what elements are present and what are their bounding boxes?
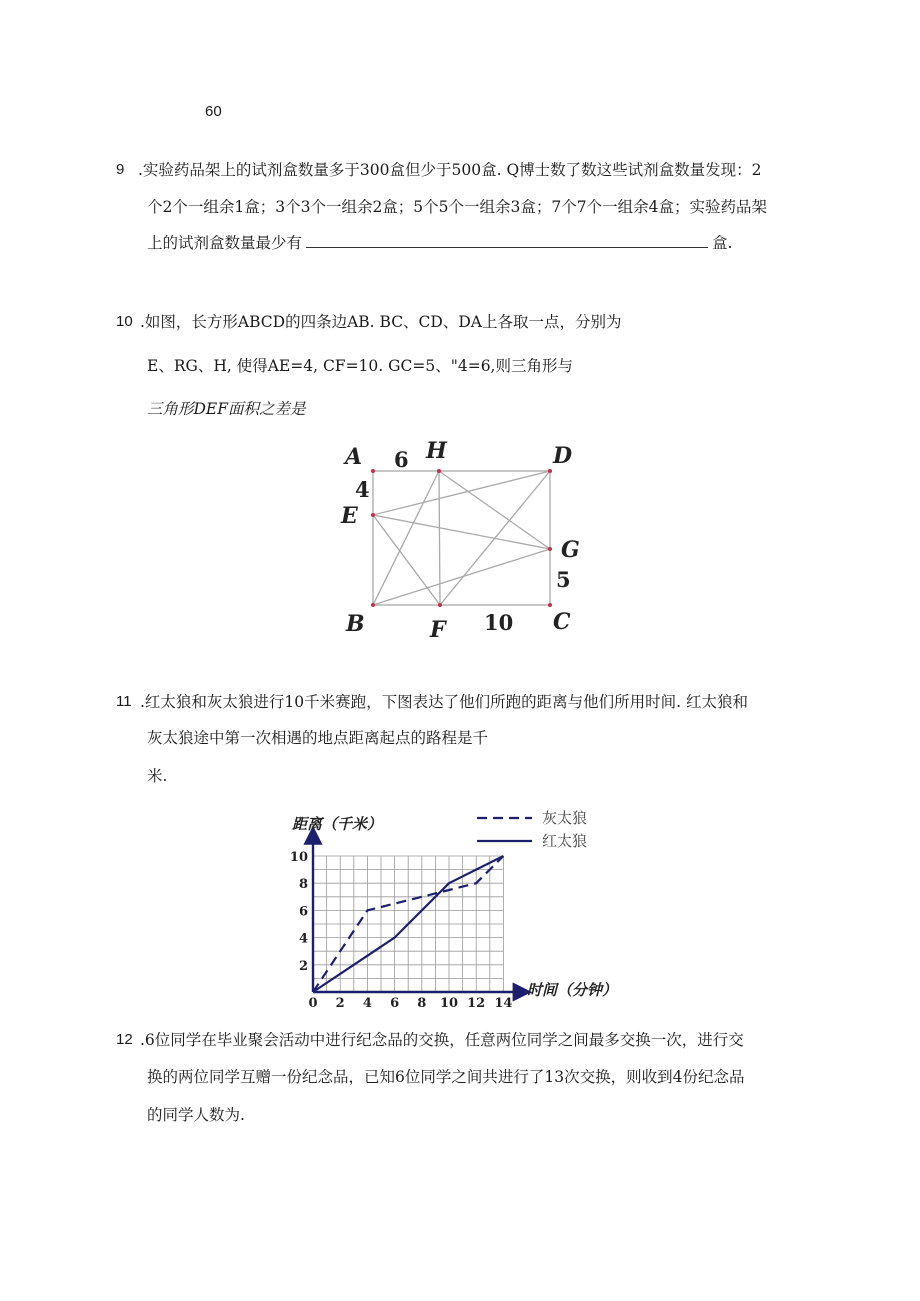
x-tick-label: 8 — [417, 996, 427, 1010]
segment-h-g — [439, 471, 550, 549]
race-chart — [280, 800, 640, 1010]
q11-line-3: 米. — [147, 767, 168, 785]
point-c — [548, 603, 552, 607]
q11-line-2: 灰太狼途中第一次相遇的地点距离起点的路程是千 — [147, 729, 489, 747]
y-tick-label: 4 — [298, 931, 308, 947]
label-b: B — [346, 611, 365, 637]
rectangle-abcd — [373, 471, 550, 605]
q10-line-3: 三角形DEF面积之差是 — [147, 400, 306, 418]
q9-line-2: 个2个一组余1盒；3个3个一组余2盒；5个5个一组余3盒；7个7个一组余4盒；实验药品架 — [147, 198, 767, 216]
segment-e-d — [373, 471, 550, 515]
label-g: G — [561, 537, 580, 563]
legend-label-red-wolf: 红太狼 — [542, 832, 588, 850]
point-e — [371, 513, 375, 517]
point-b — [371, 603, 375, 607]
x-tick-label: 12 — [467, 996, 486, 1010]
question-number-11: 11 — [116, 693, 132, 710]
y-tick-label: 6 — [298, 904, 308, 920]
label-f: F — [430, 617, 446, 643]
y-tick-label: 2 — [298, 958, 308, 974]
figure-points — [371, 469, 552, 607]
x-tick-label: 2 — [335, 996, 345, 1010]
point-a — [371, 469, 375, 473]
y-tick-label: 8 — [298, 877, 308, 893]
point-g — [548, 547, 552, 551]
point-h — [437, 469, 441, 473]
length-fc: 10 — [484, 610, 514, 635]
q10-line-1: .如图，长方形ABCD的四条边AB. BC、CD、DA上各取一点，分别为 — [140, 313, 622, 331]
q12-line-3: 的同学人数为. — [147, 1106, 245, 1124]
point-d — [548, 469, 552, 473]
x-tick-label: 10 — [439, 996, 459, 1010]
segment-h-b — [373, 471, 439, 605]
rectangle-figure — [330, 430, 600, 645]
q9-line-3-unit: 盒. — [712, 234, 733, 252]
q9-line-3-text: 上的试剂盒数量最少有 — [147, 234, 303, 252]
q9-line-1: .实验药品架上的试剂盒数量多于300盒但少于500盒. Q博士数了数这些试剂盒数量发现：2 — [138, 161, 762, 179]
x-tick-label: 4 — [362, 996, 372, 1010]
label-c: C — [553, 609, 571, 635]
length-ah: 6 — [394, 447, 409, 472]
y-axis-label: 距离（千米） — [292, 815, 383, 833]
x-axis-label: 时间（分钟） — [527, 981, 618, 999]
length-gc: 5 — [556, 567, 571, 592]
x-tick-label: 6 — [390, 996, 400, 1010]
point-f — [438, 603, 442, 607]
q12-line-2: 换的两位同学互赠一份纪念品，已知6位同学之间共进行了13次交换，则收到4份纪念品 — [147, 1068, 745, 1086]
segment-b-g — [373, 549, 550, 605]
x-tick-label: 0 — [308, 996, 318, 1010]
label-d: D — [553, 443, 573, 469]
q10-line-2: E、RG、H, 使得AE=4, CF=10. GC=5、"4=6,则三角形与 — [147, 357, 573, 375]
q11-line-1: .红太狼和灰太狼进行10千米赛跑，下图表达了他们所跑的距离与他们所用时间. 红太狼和 — [140, 693, 749, 711]
x-tick-label: 14 — [494, 996, 513, 1010]
q9-answer-blank[interactable] — [306, 233, 708, 248]
chart-legend — [477, 809, 587, 850]
label-a: A — [345, 444, 363, 470]
page-fragment-number: 60 — [205, 103, 222, 120]
segment-e-g — [373, 515, 550, 549]
y-tick-label: 10 — [289, 850, 308, 865]
length-ae: 4 — [355, 477, 370, 502]
question-number-10: 10 — [116, 313, 133, 330]
segment-h-f — [439, 471, 440, 605]
label-e: E — [341, 503, 358, 529]
legend-label-grey-wolf: 灰太狼 — [542, 809, 588, 827]
q12-line-1: .6位同学在毕业聚会活动中进行纪念品的交换，任意两位同学之间最多交换一次，进行交 — [140, 1031, 744, 1049]
q9-line-3 — [147, 233, 732, 253]
label-h: H — [426, 438, 447, 464]
question-number-12: 12 — [116, 1031, 133, 1048]
segment-e-f — [373, 515, 440, 605]
figure-lines — [373, 471, 550, 605]
question-number-9: 9 — [116, 161, 125, 178]
